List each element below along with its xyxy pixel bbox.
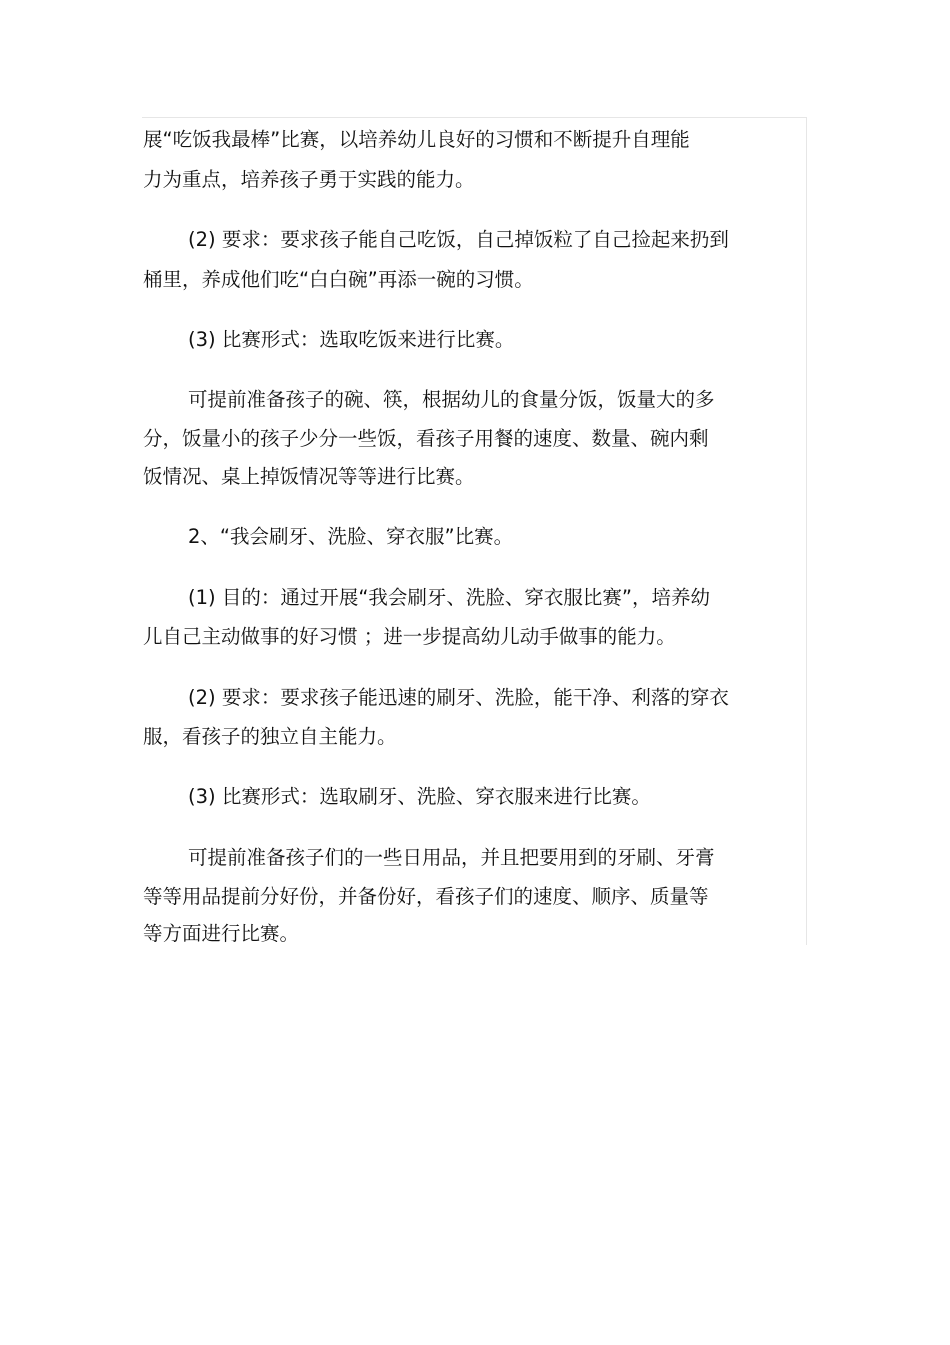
paragraph-6-line-1: (1) 目的：通过开展“我会刷牙、洗脸、穿衣服比赛”，培养幼	[188, 586, 711, 609]
paragraph-9-line-3: 等方面进行比赛。	[143, 922, 300, 945]
paragraph-1-line-2: 力为重点，培养孩子勇于实践的能力。	[143, 168, 475, 191]
paragraph-9-line-1: 可提前准备孩子们的一些日用品，并且把要用到的牙刷、牙膏	[188, 846, 715, 869]
paragraph-8-line-1: (3) 比赛形式：选取刷牙、洗脸、穿衣服来进行比赛。	[188, 785, 651, 808]
paragraph-5-line-1: 2、“我会刷牙、洗脸、穿衣服”比赛。	[188, 525, 514, 548]
paragraph-4-line-1: 可提前准备孩子的碗、筷，根据幼儿的食量分饭，饭量大的多	[188, 388, 715, 411]
paragraph-7-line-1: (2) 要求：要求孩子能迅速的刷牙、洗脸，能干净、利落的穿衣	[188, 686, 729, 709]
paragraph-3-line-1: (3) 比赛形式：选取吃饭来进行比赛。	[188, 328, 515, 351]
paragraph-1-line-1: 展“吃饭我最棒”比赛，以培养幼儿良好的习惯和不断提升自理能	[143, 128, 690, 151]
paragraph-6-line-2: 儿自己主动做事的好习惯 ；进一步提高幼儿动手做事的能力。	[143, 625, 676, 648]
paragraph-7-line-2: 服，看孩子的独立自主能力。	[143, 725, 397, 748]
paragraph-2-line-1: (2) 要求：要求孩子能自己吃饭，自己掉饭粒了自己捡起来扔到	[188, 228, 729, 251]
paragraph-9-line-2: 等等用品提前分好份，并备份好，看孩子们的速度、顺序、质量等	[143, 885, 709, 908]
paragraph-4-line-2: 分，饭量小的孩子少分一些饭，看孩子用餐的速度、数量、碗内剩	[143, 427, 709, 450]
paragraph-4-line-3: 饭情况、桌上掉饭情况等等进行比赛。	[143, 465, 475, 488]
paragraph-2-line-2: 桶里，养成他们吃“白白碗”再添一碗的习惯。	[143, 268, 534, 291]
